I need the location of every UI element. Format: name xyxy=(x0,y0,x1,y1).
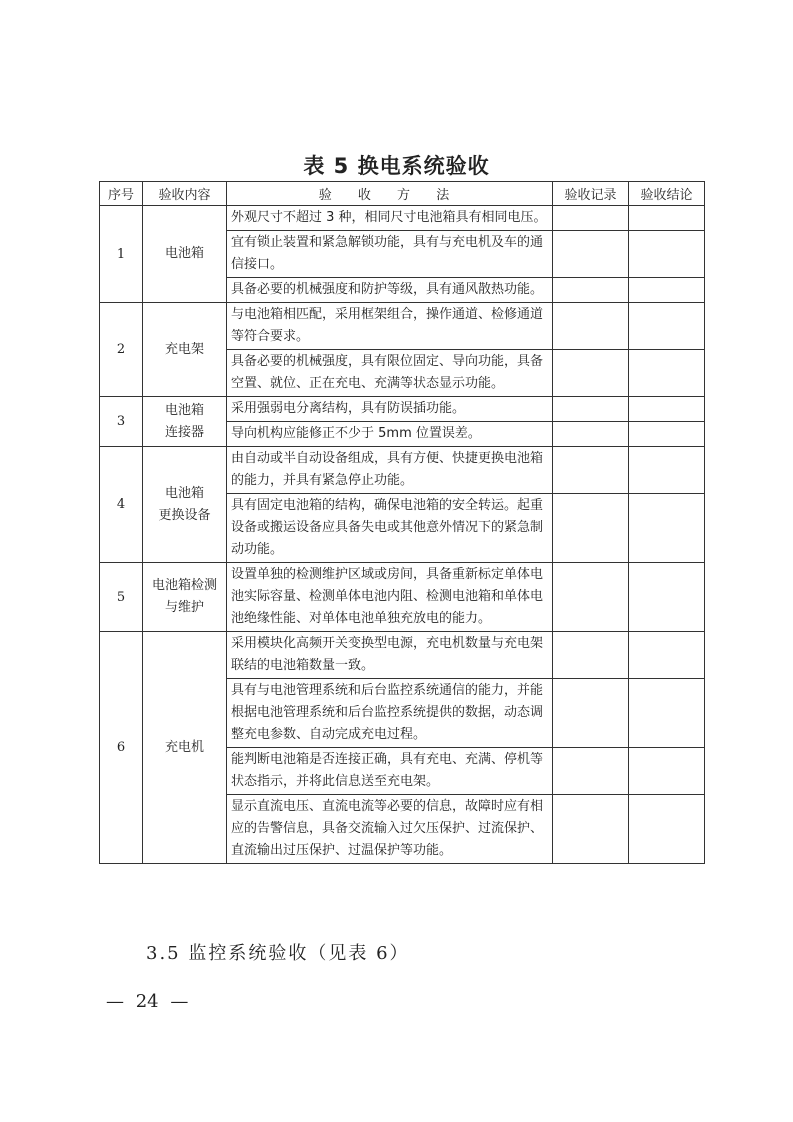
acceptance-method: 采用强弱电分离结构，具有防误插功能。 xyxy=(227,397,553,422)
acceptance-record-cell xyxy=(553,447,629,494)
acceptance-record-cell xyxy=(553,278,629,303)
acceptance-method: 导向机构应能修正不少于 5mm 位置误差。 xyxy=(227,422,553,447)
acceptance-conclusion-cell xyxy=(629,447,705,494)
acceptance-method: 显示直流电压、直流电流等必要的信息，故障时应有相应的告警信息，具备交流输入过欠压保护、过流保护、直流输出过压保护、过温保护等功能。 xyxy=(227,795,553,864)
acceptance-record-cell xyxy=(553,397,629,422)
acceptance-table xyxy=(99,181,705,864)
table-header-row xyxy=(100,182,705,206)
acceptance-method: 设置单独的检测维护区域或房间，具备重新标定单体电池实际容量、检测单体电池内阻、检测电池箱和单体电池绝缘性能、对单体电池单独充放电的能力。 xyxy=(227,563,553,632)
table-row xyxy=(100,397,705,422)
acceptance-content: 电池箱检测 与维护 xyxy=(143,563,227,632)
acceptance-conclusion-cell xyxy=(629,748,705,795)
acceptance-conclusion-cell xyxy=(629,563,705,632)
acceptance-record-cell xyxy=(553,303,629,350)
acceptance-record-cell xyxy=(553,679,629,748)
acceptance-conclusion-cell xyxy=(629,350,705,397)
acceptance-conclusion-cell xyxy=(629,494,705,563)
acceptance-record-cell xyxy=(553,632,629,679)
acceptance-method: 具备必要的机械强度和防护等级，具有通风散热功能。 xyxy=(227,278,553,303)
acceptance-conclusion-cell xyxy=(629,278,705,303)
row-number: 1 xyxy=(100,206,143,303)
acceptance-content: 电池箱 更换设备 xyxy=(143,447,227,563)
header-conclusion: 验收结论 xyxy=(629,182,705,206)
acceptance-method: 具备必要的机械强度，具有限位固定、导向功能，具备空置、就位、正在充电、充满等状态显示功能。 xyxy=(227,350,553,397)
acceptance-conclusion-cell xyxy=(629,632,705,679)
acceptance-method: 采用模块化高频开关变换型电源，充电机数量与充电架联结的电池箱数量一致。 xyxy=(227,632,553,679)
acceptance-conclusion-cell xyxy=(629,206,705,231)
acceptance-method: 与电池箱相匹配，采用框架组合，操作通道、检修通道等符合要求。 xyxy=(227,303,553,350)
acceptance-method: 由自动或半自动设备组成，具有方便、快捷更换电池箱的能力，并具有紧急停止功能。 xyxy=(227,447,553,494)
acceptance-conclusion-cell xyxy=(629,422,705,447)
acceptance-method: 具有与电池管理系统和后台监控系统通信的能力，并能根据电池管理系统和后台监控系统提供的数据，动态调整充电参数、自动完成充电过程。 xyxy=(227,679,553,748)
header-seq: 序号 xyxy=(100,182,143,206)
acceptance-record-cell xyxy=(553,422,629,447)
acceptance-record-cell xyxy=(553,494,629,563)
table-row xyxy=(100,563,705,632)
acceptance-record-cell xyxy=(553,350,629,397)
table-row xyxy=(100,632,705,679)
table-row xyxy=(100,303,705,350)
acceptance-record-cell xyxy=(553,231,629,278)
table-row xyxy=(100,447,705,494)
row-number: 2 xyxy=(100,303,143,397)
acceptance-method: 宜有锁止装置和紧急解锁功能，具有与充电机及车的通信接口。 xyxy=(227,231,553,278)
acceptance-content: 充电机 xyxy=(143,632,227,864)
table-row xyxy=(100,206,705,231)
header-method: 验 收 方 法 xyxy=(227,182,553,206)
acceptance-content: 电池箱 连接器 xyxy=(143,397,227,447)
acceptance-record-cell xyxy=(553,795,629,864)
acceptance-record-cell xyxy=(553,206,629,231)
acceptance-conclusion-cell xyxy=(629,231,705,278)
acceptance-conclusion-cell xyxy=(629,303,705,350)
table-title: 表 5 换电系统验收 xyxy=(303,154,490,178)
acceptance-record-cell xyxy=(553,563,629,632)
header-record: 验收记录 xyxy=(553,182,629,206)
acceptance-content: 电池箱 xyxy=(143,206,227,303)
header-content: 验收内容 xyxy=(143,182,227,206)
acceptance-conclusion-cell xyxy=(629,397,705,422)
acceptance-conclusion-cell xyxy=(629,795,705,864)
acceptance-method: 能判断电池箱是否连接正确，具有充电、充满、停机等状态指示，并将此信息送至充电架。 xyxy=(227,748,553,795)
acceptance-method: 具有固定电池箱的结构，确保电池箱的安全转运。起重设备或搬运设备应具备失电或其他意外情况下的紧急制动功能。 xyxy=(227,494,553,563)
page-number: — 24 — xyxy=(106,991,189,1012)
acceptance-conclusion-cell xyxy=(629,679,705,748)
acceptance-method: 外观尺寸不超过 3 种，相同尺寸电池箱具有相同电压。 xyxy=(227,206,553,231)
section-heading: 3.5 监控系统验收（见表 6） xyxy=(146,943,410,964)
acceptance-content: 充电架 xyxy=(143,303,227,397)
row-number: 5 xyxy=(100,563,143,632)
row-number: 3 xyxy=(100,397,143,447)
acceptance-record-cell xyxy=(553,748,629,795)
row-number: 4 xyxy=(100,447,143,563)
row-number: 6 xyxy=(100,632,143,864)
table-body xyxy=(100,206,705,864)
